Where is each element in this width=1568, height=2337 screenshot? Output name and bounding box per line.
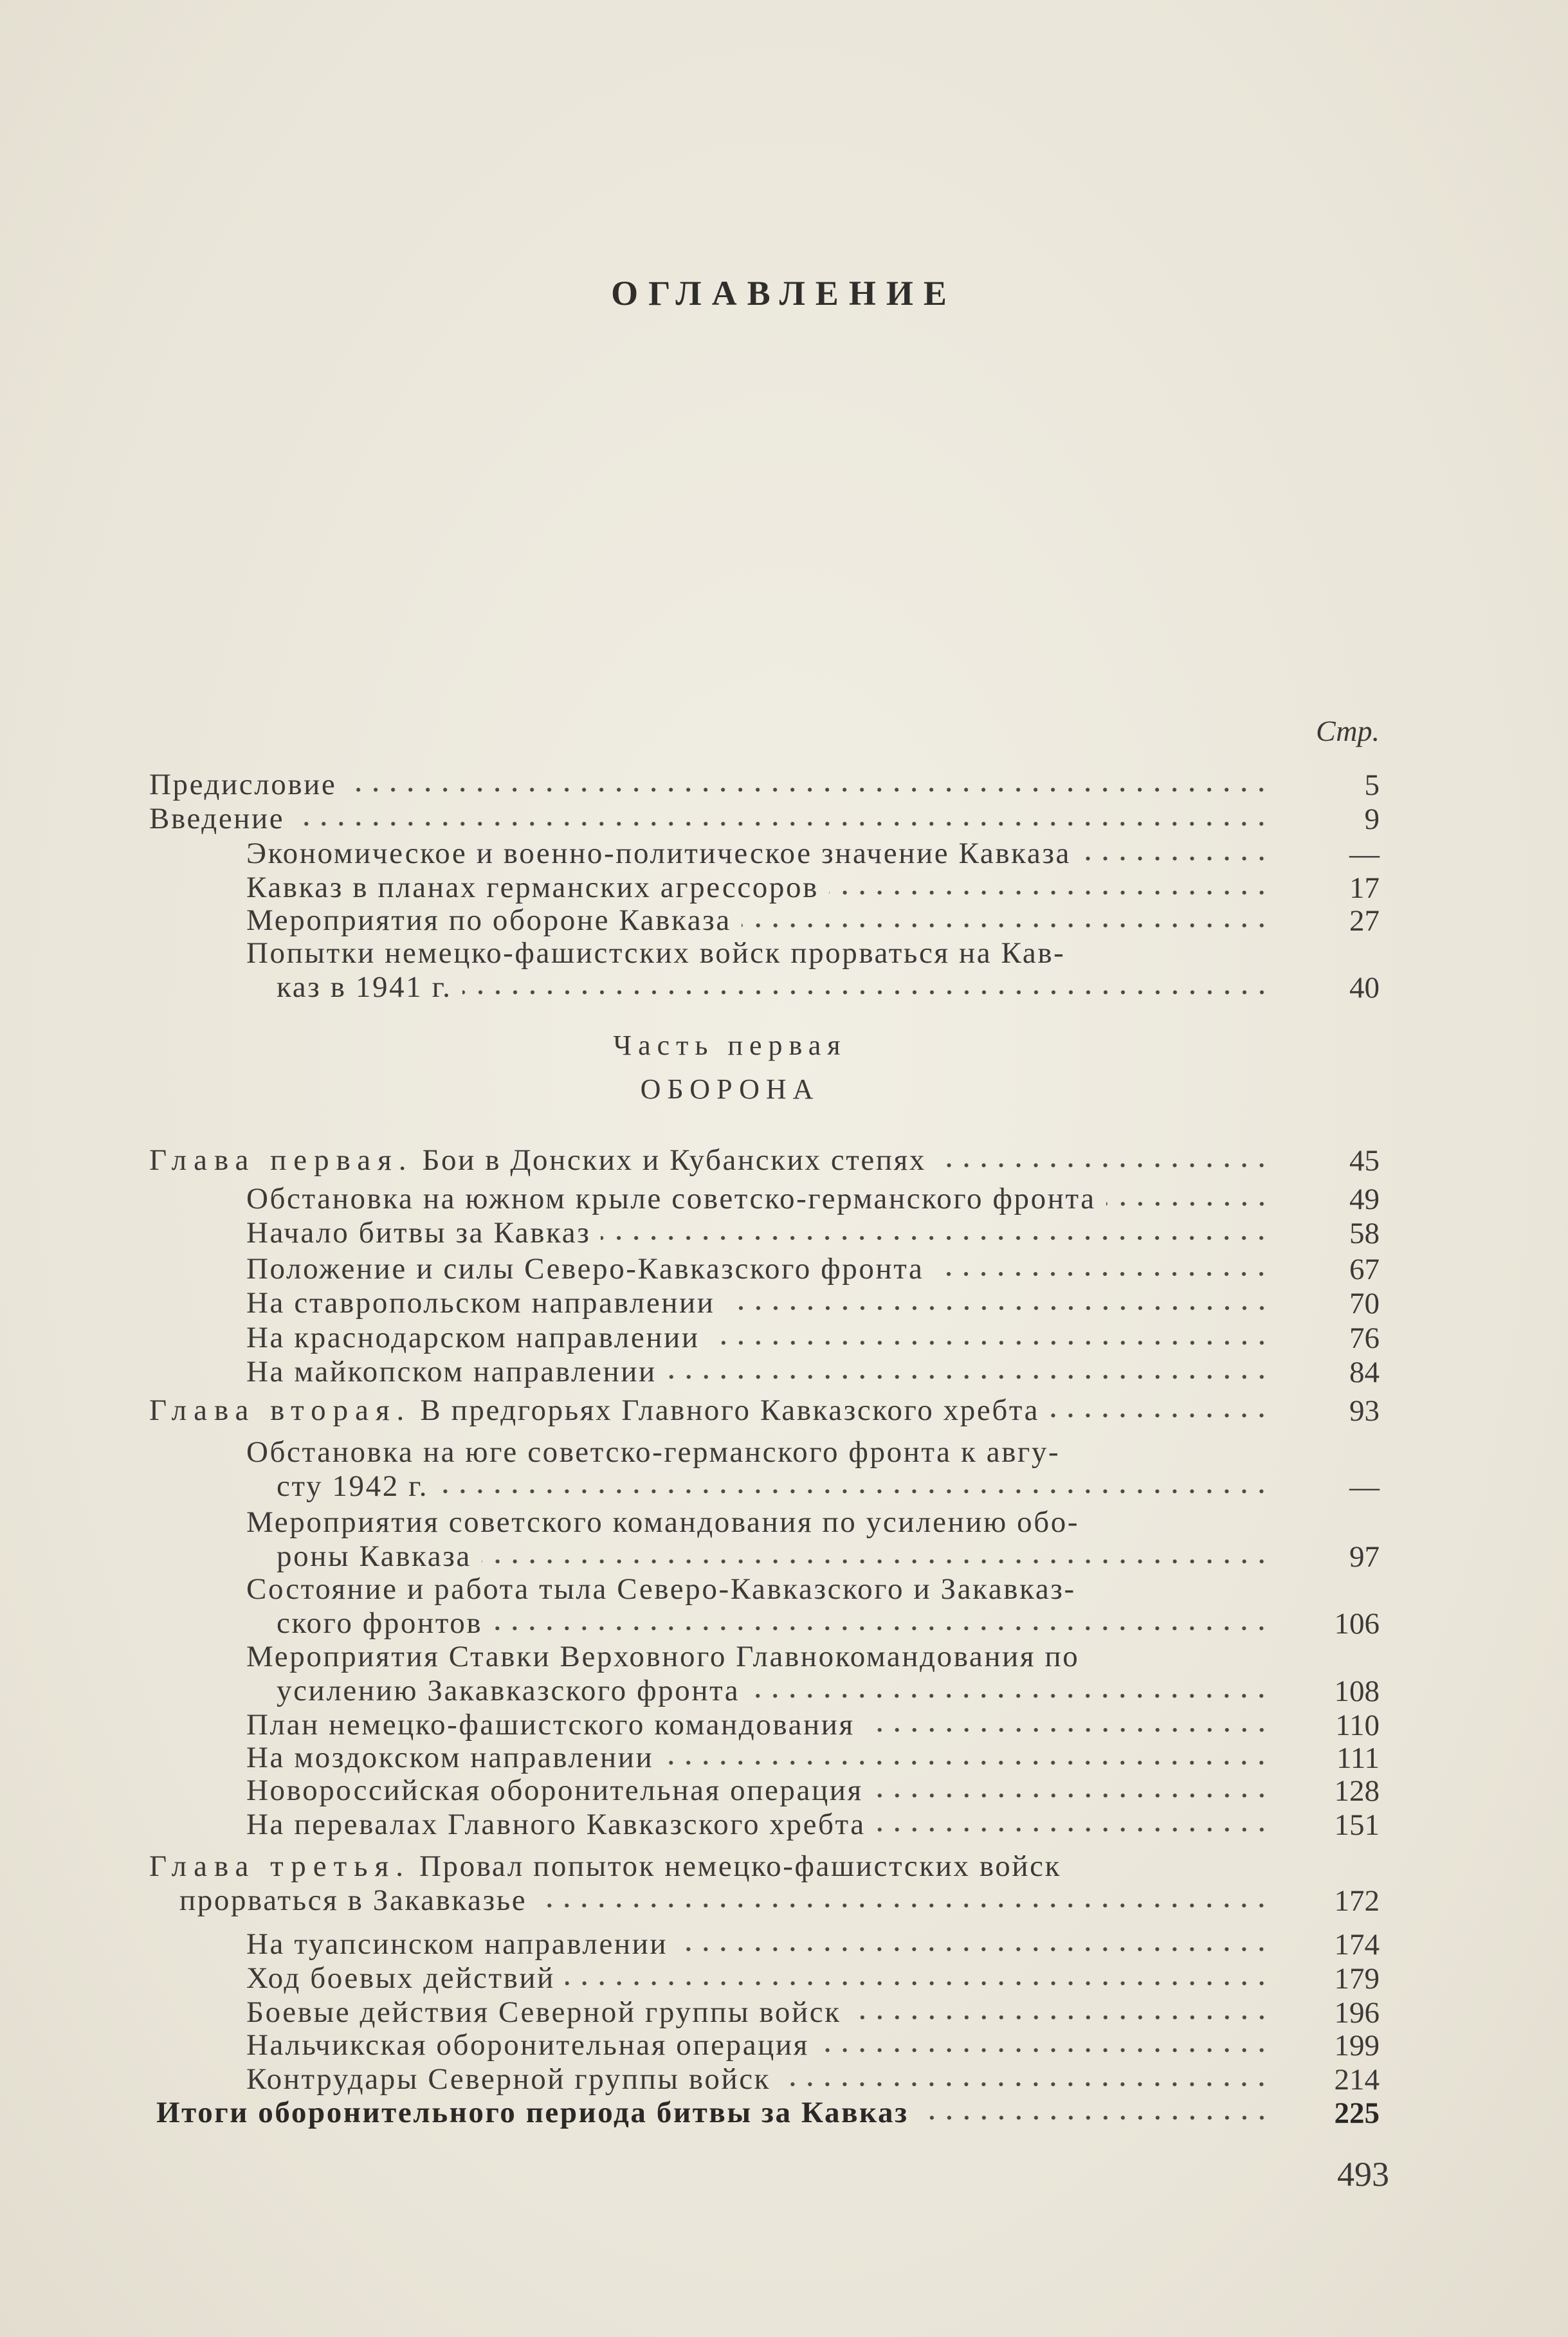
dot-leader [347, 785, 1270, 794]
page-column-header: Стр. [1315, 714, 1380, 747]
section-entry [246, 1252, 1270, 1286]
toc-entry [246, 936, 1270, 1005]
toc-entry-title: На перевалах Главного Кавказского хребта [246, 1808, 866, 1841]
dot-leader [1106, 1199, 1270, 1208]
section-entry [246, 1741, 1270, 1775]
toc-entry-line [246, 1540, 1270, 1574]
toc-entry-title: усилению Закавказского фронта [277, 1674, 740, 1707]
toc-entry-line [246, 1774, 1270, 1808]
toc-entry-title: Нальчикская оборонительная операция [246, 2028, 809, 2062]
section-entry [246, 1996, 1270, 2030]
dot-leader [725, 1304, 1270, 1313]
page-ref: 97 [1349, 1540, 1380, 1574]
dot-leader [829, 888, 1270, 897]
chapter-entry [149, 1394, 1270, 1428]
part-title: ОБОРОНА [640, 1073, 820, 1105]
dot-leader [934, 1269, 1270, 1278]
page-ref: 76 [1349, 1322, 1380, 1355]
dot-leader [919, 2113, 1270, 2122]
page-ref: 9 [1364, 803, 1380, 836]
toc-entry-line [246, 1640, 1270, 1674]
section-entry [246, 1640, 1270, 1708]
page-ref: 225 [1334, 2096, 1380, 2130]
section-entry [246, 1355, 1270, 1389]
dot-leader [601, 1233, 1270, 1242]
dot-leader [1050, 1411, 1270, 1420]
toc-entry-line [246, 1808, 1270, 1842]
toc-entry [246, 837, 1270, 871]
toc-entry-title: Бои в Донских и Кубанских степях [422, 1143, 926, 1177]
page-ref: 70 [1349, 1287, 1380, 1320]
toc-entry-line [246, 2028, 1270, 2062]
page-ref: 5 [1364, 768, 1380, 802]
page-ref: 49 [1349, 1183, 1380, 1216]
toc-entry-title: Положение и силы Северо-Кавказского фронта [246, 1252, 924, 1286]
toc-entry-title: На майкопском направлении [246, 1355, 657, 1388]
page-ref: 40 [1349, 971, 1380, 1005]
toc-entry-title: План немецко-фашистского командования [246, 1708, 855, 1741]
toc-entry-title: Мероприятия Ставки Верховного Главнокомандования по [246, 1640, 1080, 1673]
toc-entry-title: Новороссийская оборонительная операция [246, 1774, 863, 1807]
toc-entry [149, 802, 1270, 836]
dot-leader [667, 1372, 1270, 1381]
toc-entry-line [246, 1741, 1270, 1775]
toc-entry-line [149, 1884, 1270, 1918]
dot-leader [876, 1825, 1270, 1834]
toc-entry-title: Состояние и работа тыла Северо-Кавказского и Закавказ- [246, 1572, 1076, 1606]
chapter-label: Глава третья. [149, 1850, 410, 1883]
dot-leader [295, 819, 1270, 828]
toc-entry-line [149, 1394, 1270, 1428]
page-ref: 196 [1334, 1996, 1380, 2030]
page-ref: 93 [1349, 1394, 1380, 1428]
dot-leader [781, 2080, 1270, 2089]
toc-entry-title: На моздокском направлении [246, 1741, 654, 1774]
summary-entry [156, 2096, 1270, 2130]
page-ref: 174 [1334, 1928, 1380, 1961]
dot-leader [936, 1161, 1270, 1170]
dot-leader [873, 1791, 1270, 1800]
toc-entry [246, 871, 1270, 905]
toc-entry-title: Начало битвы за Кавказ [246, 1216, 591, 1250]
toc-entry-line [246, 1182, 1270, 1216]
section-entry [246, 2062, 1270, 2096]
toc-entry-line [246, 1286, 1270, 1320]
page-ref: 111 [1336, 1741, 1380, 1775]
toc-entry-line [246, 1674, 1270, 1708]
dot-leader [750, 1691, 1270, 1700]
dot-leader [493, 1624, 1270, 1633]
toc-entry [149, 768, 1270, 802]
toc-entry [246, 904, 1270, 938]
toc-entry-title: Боевые действия Северной группы войск [246, 1996, 841, 2029]
toc-entry-title: Обстановка на юге советско-германского фронта к авгу- [246, 1435, 1061, 1469]
toc-entry-line [149, 768, 1270, 802]
page-ref: — [1349, 837, 1380, 871]
toc-entry-title: роны Кавказа [277, 1540, 471, 1573]
dot-leader [852, 2013, 1270, 2022]
chapter-entry [149, 1850, 1270, 1918]
section-entry [246, 1808, 1270, 1842]
toc-entry-line [246, 2062, 1270, 2096]
toc-entry-title: сту 1942 г. [277, 1469, 429, 1503]
dot-leader [462, 988, 1270, 997]
section-entry [246, 1774, 1270, 1808]
section-entry [246, 1505, 1270, 1574]
section-entry [246, 1708, 1270, 1742]
toc-entry-line [149, 1143, 1270, 1178]
toc-entry-title: Кавказ в планах германских агрессоров [246, 871, 819, 904]
toc-entry-line [246, 970, 1270, 1005]
chapter-entry [149, 1143, 1270, 1178]
section-entry [246, 1182, 1270, 1216]
toc-entry-title: Мероприятия по обороне Кавказа [246, 904, 731, 937]
page-ref: 17 [1349, 871, 1380, 905]
page-ref: 84 [1349, 1356, 1380, 1389]
dot-leader [710, 1338, 1270, 1347]
page-ref: 27 [1349, 904, 1380, 938]
dot-leader [865, 1725, 1270, 1734]
dot-leader [1081, 854, 1270, 863]
page-ref: 151 [1334, 1808, 1380, 1842]
dot-leader [742, 921, 1270, 930]
toc-entry-title: Контрудары Северной группы войск [246, 2062, 771, 2096]
toc-entry-title: В предгорьях Главного Кавказского хребта [420, 1394, 1040, 1427]
dot-leader [565, 1979, 1270, 1988]
dot-leader [678, 1945, 1270, 1954]
page-ref: 128 [1334, 1774, 1380, 1808]
section-entry [246, 1572, 1270, 1641]
toc-entry-title: Попытки немецко-фашистских войск прорваться на Кав- [246, 936, 1066, 970]
dot-leader [664, 1758, 1270, 1767]
toc-entry-line [246, 1708, 1270, 1742]
toc-entry-line [246, 1216, 1270, 1250]
chapter-label: Глава первая. [149, 1143, 414, 1177]
section-entry [246, 2028, 1270, 2062]
page-number: 493 [1337, 2155, 1389, 2194]
toc-entry-title: каз в 1941 г. [277, 970, 452, 1004]
page-ref: — [1349, 1470, 1380, 1504]
toc-entry-title: Обстановка на южном крыле советско-германского фронта [246, 1182, 1096, 1215]
section-entry [246, 1435, 1270, 1504]
dot-leader [537, 1901, 1270, 1910]
toc-entry-line [246, 1435, 1270, 1469]
toc-entry-line [246, 1355, 1270, 1389]
toc-entry-line [246, 837, 1270, 871]
toc-entry-line [246, 1572, 1270, 1606]
part-label: Часть первая [613, 1030, 847, 1061]
toc-entry-line [246, 904, 1270, 938]
toc-entry-title: Ход боевых действий [246, 1961, 555, 1995]
chapter-label: Глава вторая. [149, 1394, 412, 1427]
toc-entry-title: Экономическое и военно-политическое значение Кавказа [246, 837, 1071, 870]
toc-entry-line [246, 1505, 1270, 1540]
toc-entry-title: На туапсинском направлении [246, 1927, 668, 1961]
toc-entry-line [246, 1996, 1270, 2030]
dot-leader [482, 1557, 1270, 1566]
toc-entry-line [246, 1606, 1270, 1641]
page-ref: 108 [1334, 1675, 1380, 1708]
page-title: ОГЛАВЛЕНИЕ [611, 274, 957, 313]
toc-entry-line [246, 1927, 1270, 1961]
section-entry [246, 1216, 1270, 1250]
page-ref: 199 [1334, 2029, 1380, 2062]
section-entry [246, 1286, 1270, 1320]
dot-leader [819, 2046, 1270, 2055]
toc-entry-title: Введение [149, 802, 285, 835]
toc-entry-title: Предисловие [149, 768, 337, 801]
toc-entry-line [246, 1321, 1270, 1355]
toc-entry-line [149, 1850, 1270, 1884]
toc-entry-line [149, 802, 1270, 836]
page-ref: 110 [1335, 1709, 1380, 1742]
section-entry [246, 1961, 1270, 1996]
page-ref: 106 [1334, 1607, 1380, 1641]
section-entry [246, 1927, 1270, 1961]
toc-entry-title: На ставропольском направлении [246, 1286, 715, 1320]
toc-entry-title: Провал попыток немецко-фашистских войск [419, 1850, 1062, 1883]
toc-entry-line [246, 1469, 1270, 1504]
page-ref: 58 [1349, 1217, 1380, 1250]
page-ref: 172 [1334, 1884, 1380, 1918]
toc-entry-title: Итоги оборонительного периода битвы за Кавказ [156, 2096, 909, 2129]
toc-entry-title: Мероприятия советского командования по усилению обо- [246, 1505, 1080, 1539]
toc-entry-line [246, 1961, 1270, 1996]
toc-entry-line [246, 1252, 1270, 1286]
page-ref: 67 [1349, 1253, 1380, 1286]
toc-entry-line [246, 936, 1270, 970]
page-ref: 214 [1334, 2063, 1380, 2096]
toc-entry-line [246, 871, 1270, 905]
toc-entry-title: прорваться в Закавказье [179, 1884, 527, 1917]
page-ref: 179 [1334, 1962, 1380, 1996]
dot-leader [439, 1487, 1270, 1496]
section-entry [246, 1321, 1270, 1355]
toc-entry-title: ского фронтов [277, 1606, 483, 1640]
toc-entry-line [156, 2096, 1270, 2130]
toc-entry-title: На краснодарском направлении [246, 1321, 700, 1354]
page-ref: 45 [1349, 1144, 1380, 1178]
